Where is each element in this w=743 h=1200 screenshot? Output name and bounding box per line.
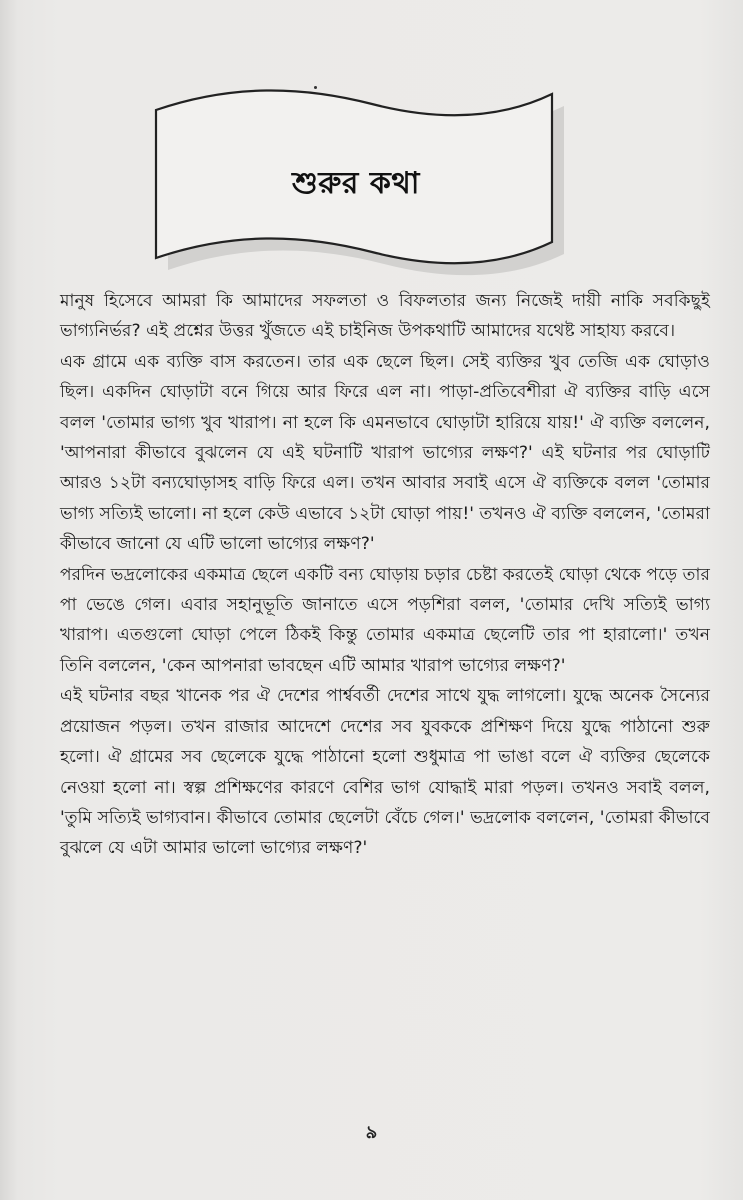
page-number: ৯ bbox=[365, 1122, 378, 1143]
body-text bbox=[60, 286, 710, 864]
paragraph-horse-lost: এক গ্রামে এক ব্যক্তি বাস করতেন। তার এক ছেলে ছিল। সেই ব্যক্তির খুব তেজি এক ঘোড়াও ছিল। একদিন ঘোড়াটা বনে গিয়ে আর ফিরে এল না। পাড়া-প্রতিবেশীরা ঐ ব্যক্তির বাড়ি এসে বলল 'তোমার ভাগ্য খুব খারাপ। না হলে কি এমনভাবে ঘোড়াটা হারিয়ে যায়!' ঐ ব্যক্তি বললেন, 'আপনারা কীভাবে বুঝলেন যে এই ঘটনাটি খারাপ ভাগ্যের লক্ষণ?' এই ঘটনার পর ঘোড়াটি আরও ১২টা বন্যঘোড়াসহ বাড়ি ফিরে এল। তখন আবার সবাই এসে ঐ ব্যক্তিকে বলল 'তোমার ভাগ্য সত্যিই ভালো। না হলে কেউ এভাবে ১২টা ঘোড়া পায়!' তখনও ঐ ব্যক্তি বললেন, 'তোমরা কীভাবে জানো যে এটি ভালো ভাগ্যের লক্ষণ?' bbox=[60, 351, 710, 555]
chapter-banner bbox=[148, 78, 564, 278]
paragraph-war: এই ঘটনার বছর খানেক পর ঐ দেশের পার্শ্ববর্তী দেশের সাথে যুদ্ধ লাগলো। যুদ্ধে অনেক সৈন্যের প্রয়োজন পড়ল। তখন রাজার আদেশে দেশের সব যুবককে প্রশিক্ষণ দিয়ে যুদ্ধে পাঠানো শুরু হলো। ঐ গ্রামের সব ছেলেকে যুদ্ধে পাঠানো হলো শুধুমাত্র পা ভাঙা বলে ঐ ব্যক্তির ছেলেকে নেওয়া হলো না। স্বল্প প্রশিক্ষণের কারণে বেশির ভাগ যোদ্ধাই মারা পড়ল। তখনও সবাই বলল, 'তুমি সত্যিই ভাগ্যবান। কীভাবে তোমার ছেলেটা বেঁচে গেল।' ভদ্রলোক বললেন, 'তোমরা কীভাবে বুঝলে যে এটা আমার ভালো ভাগ্যের লক্ষণ?' bbox=[60, 686, 710, 859]
paragraph-intro: মানুষ হিসেবে আমরা কি আমাদের সফলতা ও বিফলতার জন্য নিজেই দায়ী নাকি সবকিছুই ভাগ্যনির্ভর? এই প্রশ্নের উত্তর খুঁজতে এই চাইনিজ উপকথাটি আমাদের যথেষ্ট সাহায্য করবে। bbox=[60, 291, 710, 342]
paragraph-son-injured: পরদিন ভদ্রলোকের একমাত্র ছেলে একটি বন্য ঘোড়ায় চড়ার চেষ্টা করতেই ঘোড়া থেকে পড়ে তার পা ভেঙে গেল। এবার সহানুভূতি জানাতে এসে পড়শিরা বলল, 'তোমার দেখি সত্যিই ভাগ্য খারাপ। এতগুলো ঘোড়া পেলে ঠিকই কিন্তু তোমার একমাত্র ছেলেটি তার পা হারালো।' তখন তিনি বললেন, 'কেন আপনারা ভাবছেন এটি আমার খারাপ ভাগ্যের লক্ষণ?' bbox=[60, 564, 710, 676]
chapter-title: শুরুর কথা bbox=[292, 166, 420, 201]
